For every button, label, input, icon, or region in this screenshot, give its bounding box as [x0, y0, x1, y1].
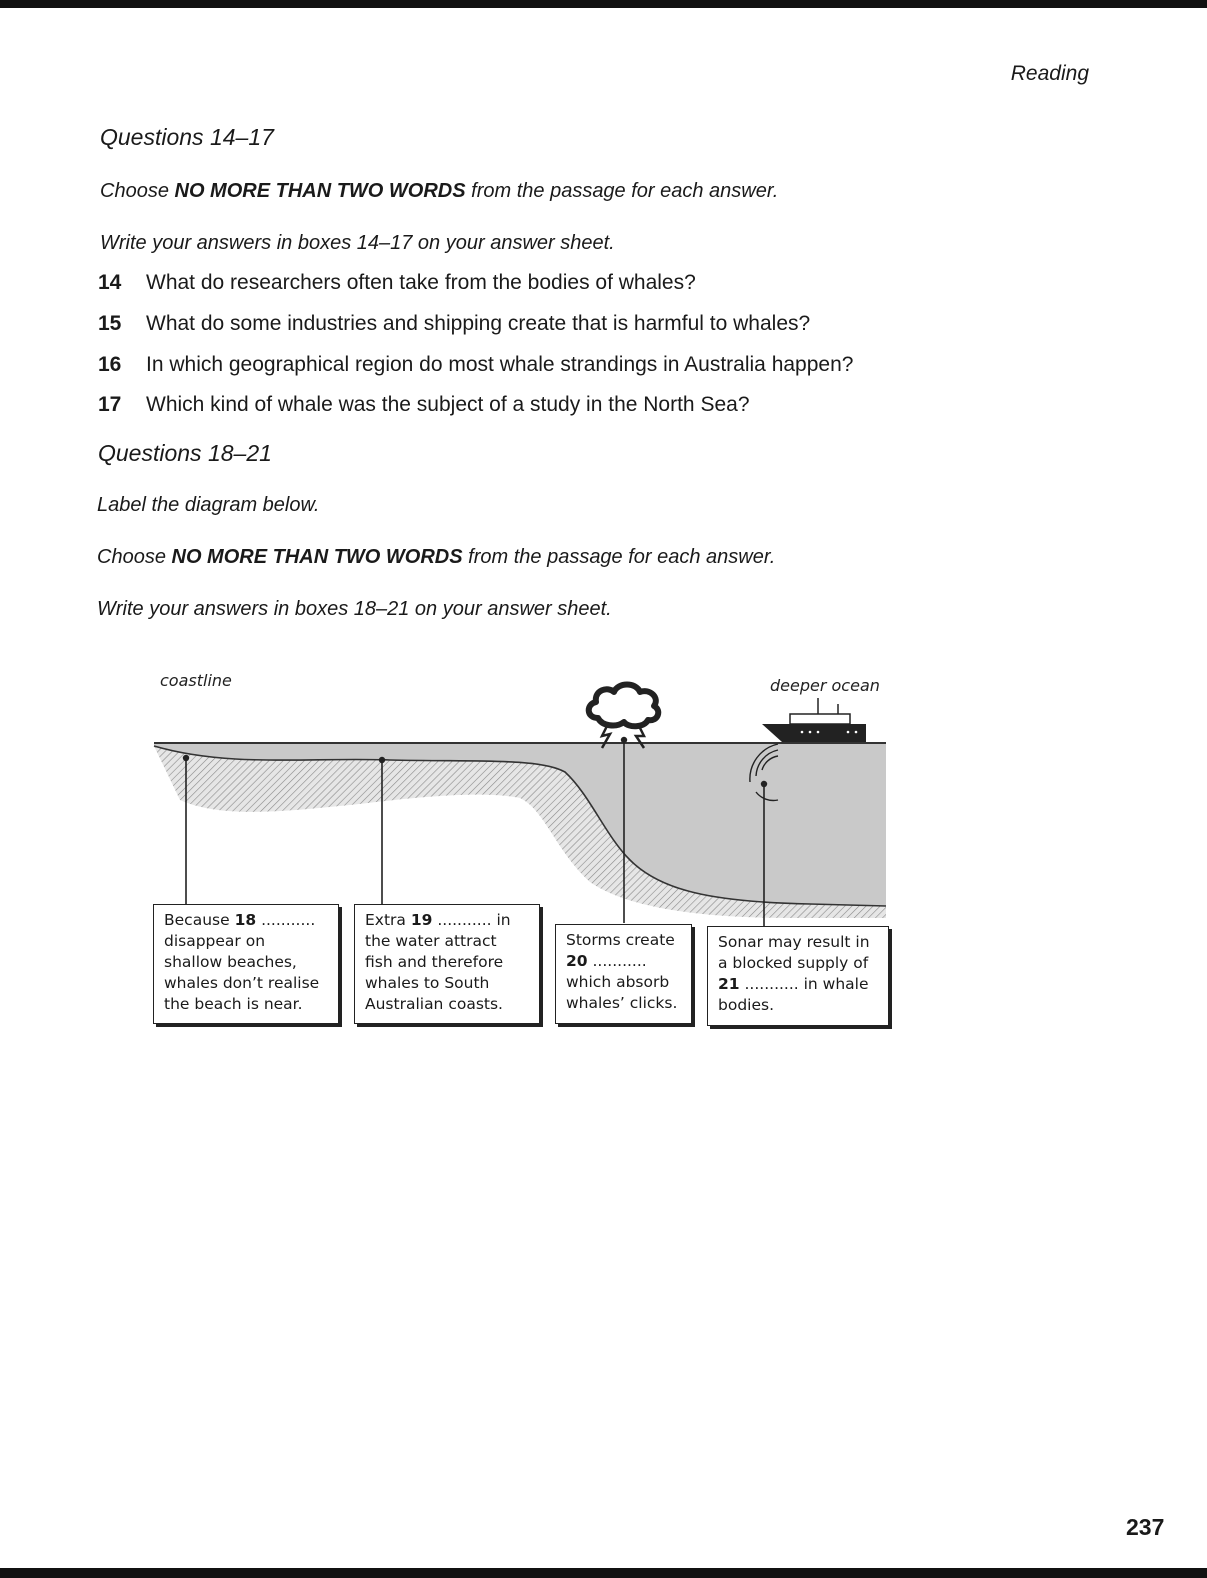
question-text: In which geographical region do most whale strandings in Australia happen? — [146, 353, 854, 376]
question-text: Which kind of whale was the subject of a study in the North Sea? — [146, 393, 750, 416]
label-box-21-line4: bodies. — [718, 996, 775, 1014]
label-box-18-line5: the beach is near. — [164, 995, 303, 1013]
label-box-19-line3: fish and therefore — [365, 953, 504, 971]
label-box-20-line2: 20 ........... — [566, 952, 647, 970]
question-text: What do researchers often take from the bodies of whales? — [146, 271, 696, 294]
top-border — [0, 0, 1207, 8]
question-number: 15 — [98, 312, 122, 335]
label-box-19-line2: the water attract — [365, 932, 497, 950]
label-box-18-line2: disappear on — [164, 932, 266, 950]
question-16 — [98, 353, 853, 377]
label-box-21-line2: a blocked supply of — [718, 954, 869, 972]
question-number: 17 — [98, 393, 122, 416]
question-17 — [98, 393, 750, 417]
section-header: Reading — [1010, 62, 1089, 85]
bottom-border — [0, 1568, 1207, 1578]
label-box-19-line1: Extra 19 ........... in — [365, 911, 511, 929]
instruction-answer-boxes-14-17: Write your answers in boxes 14–17 on your answer sheet. — [100, 232, 615, 254]
label-box-19-line5: Australian coasts. — [365, 995, 503, 1013]
ocean-diagram — [150, 660, 900, 1040]
page-number: 237 — [1126, 1514, 1165, 1540]
label-box-18-line4: whales don’t realise — [164, 974, 320, 992]
label-box-18-line3: shallow beaches, — [164, 953, 297, 971]
label-box-21-line3: 21 ........... in whale — [718, 975, 869, 993]
label-box-19 — [354, 904, 540, 1024]
question-text: What do some industries and shipping create that is harmful to whales? — [146, 312, 811, 335]
label-box-21 — [707, 926, 889, 1026]
instruction-word-limit-1: Choose NO MORE THAN TWO WORDS from the passage for each answer. — [100, 180, 779, 202]
label-box-20-line3: which absorb — [566, 973, 670, 991]
deeper-ocean-label: deeper ocean — [770, 676, 880, 695]
coastline-label: coastline — [160, 671, 232, 690]
question-14 — [98, 271, 696, 295]
instruction-label-diagram: Label the diagram below. — [97, 494, 320, 516]
label-box-18 — [153, 904, 339, 1024]
instruction-word-limit-2: Choose NO MORE THAN TWO WORDS from the passage for each answer. — [97, 546, 776, 568]
label-box-18-line1: Because 18 ........... — [164, 911, 316, 929]
question-15 — [98, 312, 810, 336]
label-box-21-line1: Sonar may result in — [718, 933, 870, 951]
questions-14-17-heading: Questions 14–17 — [100, 124, 274, 150]
question-number: 16 — [98, 353, 122, 376]
instruction-answer-boxes-18-21: Write your answers in boxes 18–21 on your answer sheet. — [97, 598, 612, 620]
label-box-19-line4: whales to South — [365, 974, 490, 992]
label-box-20-line1: Storms create — [566, 931, 675, 949]
label-box-20-line4: whales’ clicks. — [566, 994, 678, 1012]
question-number: 14 — [98, 271, 122, 294]
ship-icon — [762, 698, 866, 742]
label-box-20 — [555, 924, 692, 1024]
questions-18-21-heading: Questions 18–21 — [98, 440, 272, 466]
